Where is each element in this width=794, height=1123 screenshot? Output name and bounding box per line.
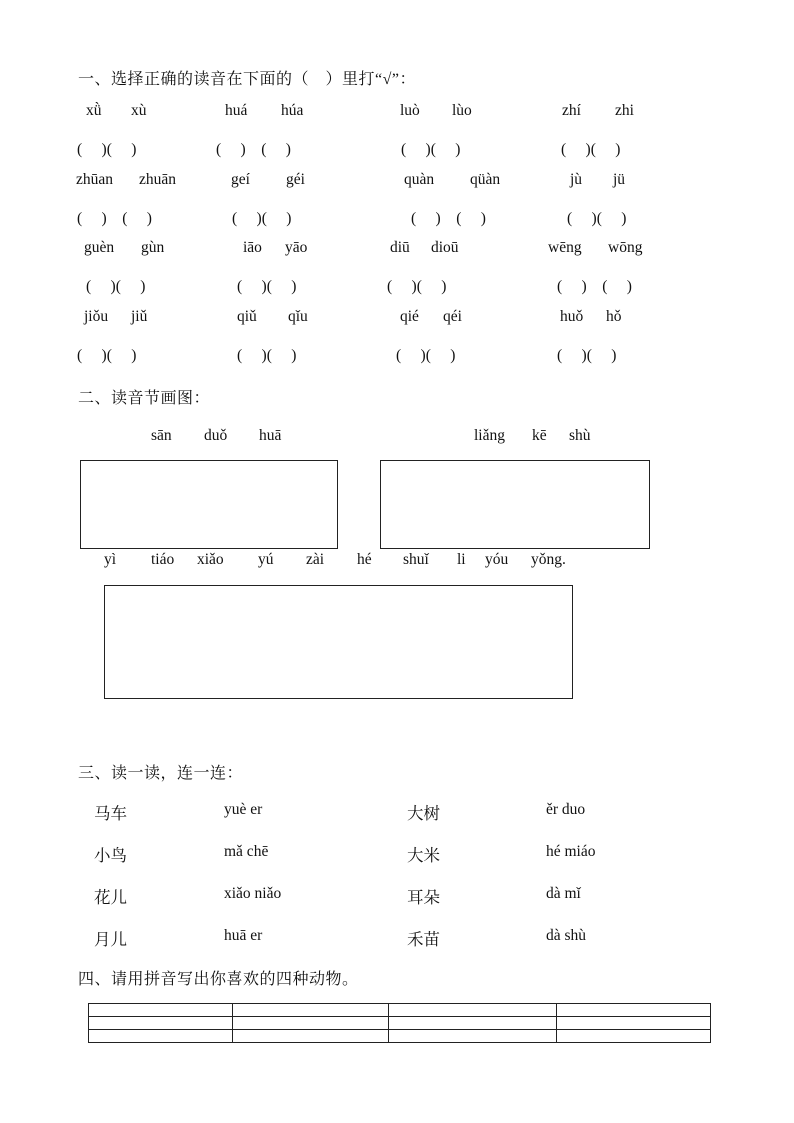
phrase2-syllable: kē	[532, 427, 547, 444]
match-word[interactable]: 马车	[94, 804, 127, 823]
pinyin-option: zhí	[562, 102, 581, 119]
answer-cell[interactable]	[89, 1017, 233, 1030]
drawing-box-1[interactable]	[80, 460, 338, 549]
pinyin-option: xǜ	[86, 102, 102, 119]
answer-cell[interactable]	[557, 1017, 711, 1030]
match-pinyin[interactable]: dà shù	[546, 927, 587, 944]
answer-parens[interactable]: ( )( )	[86, 278, 146, 295]
pinyin-option: xù	[131, 102, 147, 119]
pinyin-option: jiǒu	[84, 308, 109, 325]
pinyin-option: qéi	[443, 308, 462, 325]
pinyin-option: quàn	[404, 171, 435, 188]
sentence-syllable: li	[457, 551, 466, 568]
answer-cell[interactable]	[89, 1030, 233, 1043]
answer-cell[interactable]	[233, 1030, 389, 1043]
section4-title: 四、请用拼音写出你喜欢的四种动物。	[78, 971, 359, 988]
answer-parens[interactable]: ( ) ( )	[216, 141, 291, 158]
sentence-syllable: hé	[357, 551, 372, 568]
answer-cell[interactable]	[389, 1017, 557, 1030]
pinyin-option: lùo	[452, 102, 472, 119]
pinyin-option: wōng	[608, 239, 643, 256]
match-word[interactable]: 小鸟	[94, 846, 127, 865]
answer-parens[interactable]: ( )( )	[237, 278, 297, 295]
sentence-syllable: shuǐ	[403, 551, 429, 568]
pinyin-option: guèn	[84, 239, 115, 256]
drawing-box-3[interactable]	[104, 585, 573, 699]
answer-cell[interactable]	[557, 1030, 711, 1043]
sentence-syllable: tiáo	[151, 551, 175, 568]
phrase1-syllable: duǒ	[204, 427, 228, 444]
match-word[interactable]: 月儿	[94, 930, 127, 949]
match-pinyin[interactable]: huā er	[224, 927, 263, 944]
sentence-syllable: zài	[306, 551, 325, 568]
answer-parens[interactable]: ( )( )	[387, 278, 447, 295]
match-pinyin[interactable]: xiǎo niǎo	[224, 885, 282, 902]
table-row	[89, 1004, 711, 1017]
match-word[interactable]: 大树	[407, 804, 440, 823]
answer-parens[interactable]: ( ) ( )	[77, 210, 152, 227]
pinyin-option: zhi	[615, 102, 634, 119]
answer-parens[interactable]: ( )( )	[401, 141, 461, 158]
sentence-syllable: yóu	[485, 551, 509, 568]
pinyin-option: diū	[390, 239, 410, 256]
match-pinyin[interactable]: mǎ chē	[224, 843, 269, 860]
answer-parens[interactable]: ( )( )	[557, 347, 617, 364]
pinyin-option: jù	[570, 171, 583, 188]
section2-title: 二、读音节画图：	[78, 390, 211, 407]
match-word[interactable]: 禾苗	[407, 930, 440, 949]
pinyin-option: wēng	[548, 239, 582, 256]
pinyin-option: zhuān	[139, 171, 177, 188]
pinyin-option: jiǔ	[131, 308, 148, 325]
sentence-syllable: yú	[258, 551, 274, 568]
answer-parens[interactable]: ( ) ( )	[411, 210, 486, 227]
pinyin-option: iāo	[243, 239, 262, 256]
section1-title: 一、选择正确的读音在下面的（ ）里打“√”：	[78, 71, 416, 88]
animal-answer-table	[88, 1003, 711, 1043]
match-pinyin[interactable]: hé miáo	[546, 843, 596, 860]
answer-parens[interactable]: ( )( )	[77, 141, 137, 158]
sentence-syllable: xiǎo	[197, 551, 224, 568]
pinyin-option: zhūan	[76, 171, 114, 188]
answer-cell[interactable]	[389, 1030, 557, 1043]
section3-title: 三、读一读，连一连：	[78, 765, 244, 782]
answer-parens[interactable]: ( )( )	[237, 347, 297, 364]
pinyin-option: géi	[286, 171, 305, 188]
answer-parens[interactable]: ( )( )	[396, 347, 456, 364]
pinyin-option: dioū	[431, 239, 459, 256]
answer-cell[interactable]	[233, 1004, 389, 1017]
phrase1-syllable: huā	[259, 427, 282, 444]
table-row	[89, 1017, 711, 1030]
answer-cell[interactable]	[89, 1004, 233, 1017]
match-pinyin[interactable]: yuè er	[224, 801, 263, 818]
pinyin-option: qié	[400, 308, 419, 325]
match-word[interactable]: 花儿	[94, 888, 127, 907]
answer-parens[interactable]: ( ) ( )	[557, 278, 632, 295]
answer-parens[interactable]: ( )( )	[561, 141, 621, 158]
answer-cell[interactable]	[557, 1004, 711, 1017]
answer-cell[interactable]	[389, 1004, 557, 1017]
pinyin-option: luò	[400, 102, 420, 119]
pinyin-option: qiǔ	[237, 308, 257, 325]
phrase2-syllable: liǎng	[474, 427, 505, 444]
pinyin-option: yāo	[285, 239, 308, 256]
drawing-box-2[interactable]	[380, 460, 650, 549]
pinyin-option: jü	[613, 171, 626, 188]
match-pinyin[interactable]: ěr duo	[546, 801, 586, 818]
pinyin-option: qüàn	[470, 171, 501, 188]
pinyin-option: huǒ	[560, 308, 584, 325]
pinyin-option: huá	[225, 102, 248, 119]
answer-cell[interactable]	[233, 1017, 389, 1030]
pinyin-option: geí	[231, 171, 250, 188]
match-word[interactable]: 耳朵	[407, 888, 440, 907]
match-pinyin[interactable]: dà mǐ	[546, 885, 581, 902]
match-word[interactable]: 大米	[407, 846, 440, 865]
pinyin-option: gùn	[141, 239, 165, 256]
answer-parens[interactable]: ( )( )	[77, 347, 137, 364]
pinyin-option: húa	[281, 102, 304, 119]
table-row	[89, 1030, 711, 1043]
sentence-syllable: yì	[104, 551, 117, 568]
phrase1-syllable: sān	[151, 427, 172, 444]
sentence-syllable: yǒng.	[531, 551, 566, 568]
pinyin-option: hǒ	[606, 308, 622, 325]
pinyin-option: qǐu	[288, 308, 308, 325]
phrase2-syllable: shù	[569, 427, 591, 444]
answer-parens[interactable]: ( )( )	[567, 210, 627, 227]
answer-parens[interactable]: ( )( )	[232, 210, 292, 227]
